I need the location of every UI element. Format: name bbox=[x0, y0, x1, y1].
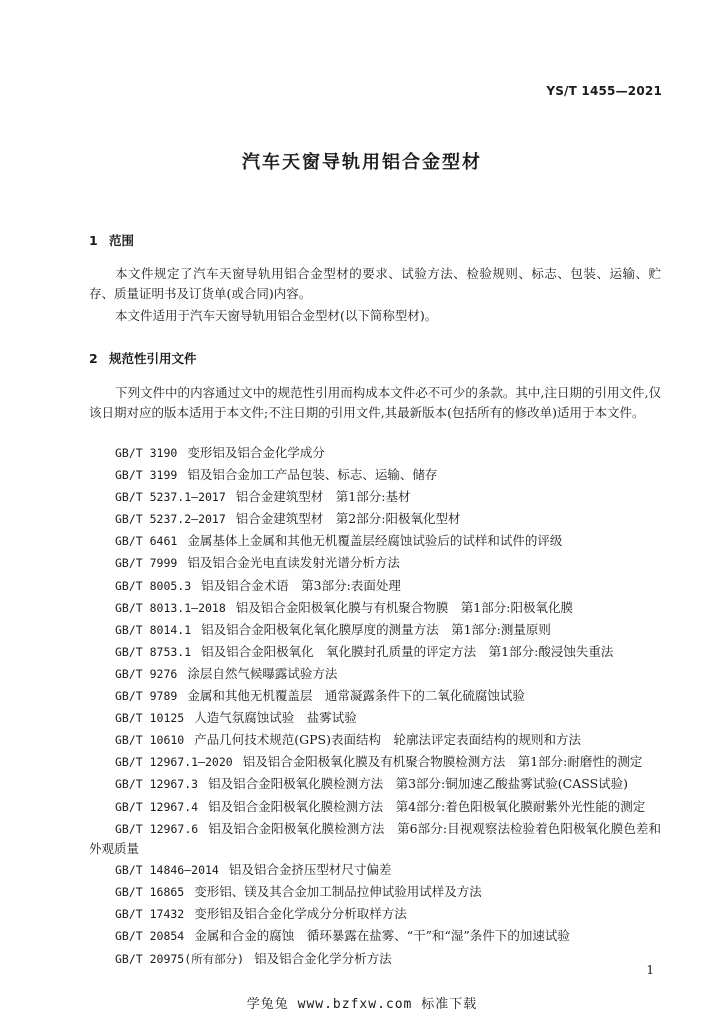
reference-title: 铝及铝合金阳极氧化 氧化膜封孔质量的评定方法 第1部分:酸浸蚀失重法 bbox=[201, 643, 614, 659]
section-number: 1 bbox=[89, 233, 98, 248]
reference-item bbox=[0, 642, 661, 663]
reference-item bbox=[0, 576, 661, 597]
footer-watermark: 学兔兔 www.bzfxw.com 标准下载 bbox=[246, 997, 478, 1012]
reference-code: GB/T 10610 bbox=[115, 733, 185, 748]
reference-code: GB/T 20975(所有部分) bbox=[115, 951, 245, 966]
reference-code: GB/T 12967.3 bbox=[115, 777, 199, 792]
reference-code: GB/T 14846—2014 bbox=[115, 863, 219, 878]
reference-code: GB/T 8753.1 bbox=[115, 644, 192, 659]
reference-code: GB/T 8005.3 bbox=[115, 578, 192, 593]
reference-title: 铝及铝合金阳极氧化氧化膜厚度的测量方法 第1部分:测量原则 bbox=[201, 621, 551, 637]
reference-title: 铝及铝合金术语 第3部分:表面处理 bbox=[201, 577, 401, 593]
reference-code: GB/T 12967.6 bbox=[115, 821, 199, 836]
reference-item bbox=[0, 926, 661, 947]
document-title: 汽车天窗导轨用铝合金型材 bbox=[242, 152, 482, 173]
reference-item bbox=[0, 882, 661, 903]
section-1-paragraph-2: 本文件适用于汽车天窗导轨用铝合金型材(以下简称型材)。 bbox=[115, 308, 438, 323]
reference-title: 铝及铝合金阳极氧化膜检测方法 第3部分:铜加速乙酸盐雾试验(CASS试验) bbox=[208, 776, 629, 792]
reference-item bbox=[0, 752, 661, 773]
reference-code: GB/T 20854 bbox=[115, 929, 185, 944]
reference-code: GB/T 17432 bbox=[115, 907, 185, 922]
reference-item bbox=[0, 904, 661, 925]
reference-title: 人造气氛腐蚀试验 盐雾试验 bbox=[194, 710, 357, 726]
reference-title: 铝及铝合金阳极氧化膜及有机聚合物膜检测方法 第1部分:耐磨性的测定 bbox=[242, 754, 643, 770]
reference-title: 铝合金建筑型材 第1部分:基材 bbox=[235, 489, 411, 505]
reference-title: 变形铝及铝合金化学成分 bbox=[187, 445, 325, 460]
reference-title: 铝合金建筑型材 第2部分:阳极氧化型材 bbox=[235, 511, 461, 527]
reference-title: 铝及铝合金阳极氧化膜检测方法 第6部分:目视观察法检验着色阳极氧化膜色差和外观质量 bbox=[89, 820, 661, 857]
reference-code: GB/T 5237.2—2017 bbox=[115, 512, 226, 527]
reference-item bbox=[0, 598, 661, 619]
reference-title: 铝及铝合金挤压型材尺寸偏差 bbox=[228, 862, 392, 878]
reference-item bbox=[0, 487, 661, 508]
reference-code: GB/T 7999 bbox=[115, 556, 178, 571]
reference-item bbox=[0, 860, 661, 881]
reference-title: 铝及铝合金化学分析方法 bbox=[254, 950, 392, 966]
section-title: 范围 bbox=[109, 233, 135, 248]
reference-code: GB/T 10125 bbox=[115, 711, 185, 726]
reference-item bbox=[0, 553, 661, 574]
reference-title: 变形铝及铝合金化学成分分析取样方法 bbox=[194, 906, 407, 922]
section-2-paragraph-1: 下列文件中的内容通过文中的规范性引用而构成本文件必不可少的条款。其中,注日期的引用文件,仅该日期对应的版本适用于本文件;不注日期的引用文件,其最新版本(包括所有的修改单)适用于本文件。 bbox=[89, 385, 661, 420]
reference-title: 变形铝、镁及其合金加工制品拉伸试验用试样及方法 bbox=[194, 884, 482, 900]
reference-code: GB/T 8014.1 bbox=[115, 622, 192, 637]
reference-title: 涂层自然气候曝露试验方法 bbox=[187, 665, 338, 681]
page-number: 1 bbox=[646, 963, 654, 977]
section-1-paragraph-1: 本文件规定了汽车天窗导轨用铝合金型材的要求、试验方法、检验规则、标志、包装、运输、贮存、质量证明书及订货单(或合同)内容。 bbox=[89, 266, 661, 301]
reference-title: 铝及铝合金阳极氧化膜检测方法 第4部分:着色阳极氧化膜耐紫外光性能的测定 bbox=[208, 798, 646, 814]
reference-title: 金属基体上金属和其他无机覆盖层经腐蚀试验后的试样和试件的评级 bbox=[187, 533, 563, 549]
reference-item bbox=[0, 774, 661, 795]
reference-code: GB/T 9276 bbox=[115, 666, 178, 681]
section-2-heading bbox=[89, 349, 197, 367]
reference-code: GB/T 16865 bbox=[115, 885, 185, 900]
reference-code: GB/T 6461 bbox=[115, 534, 178, 549]
reference-item bbox=[0, 708, 661, 729]
reference-title: 金属和其他无机覆盖层 通常凝露条件下的二氧化硫腐蚀试验 bbox=[187, 688, 525, 704]
reference-code: GB/T 12967.4 bbox=[115, 799, 199, 814]
reference-list bbox=[0, 443, 724, 971]
reference-item bbox=[0, 819, 661, 859]
reference-title: 铝及铝合金光电直读发射光谱分析方法 bbox=[187, 555, 400, 571]
standard-code: YS/T 1455—2021 bbox=[546, 84, 662, 98]
reference-title: 金属和合金的腐蚀 循环暴露在盐雾、“干”和“湿”条件下的加速试验 bbox=[194, 928, 570, 944]
reference-item bbox=[0, 664, 661, 685]
reference-item bbox=[0, 620, 661, 641]
section-number: 2 bbox=[89, 351, 98, 366]
reference-title: 产品几何技术规范(GPS)表面结构 轮廓法评定表面结构的规则和方法 bbox=[194, 732, 581, 748]
reference-code: GB/T 3199 bbox=[115, 468, 178, 483]
reference-item bbox=[0, 949, 661, 970]
reference-item bbox=[0, 531, 661, 552]
section-1-heading bbox=[89, 231, 134, 249]
reference-title: 铝及铝合金加工产品包装、标志、运输、储存 bbox=[187, 467, 438, 483]
reference-item bbox=[0, 797, 661, 818]
reference-item bbox=[0, 730, 661, 751]
reference-item bbox=[0, 465, 661, 486]
reference-title: 铝及铝合金阳极氧化膜与有机聚合物膜 第1部分:阳极氧化膜 bbox=[235, 599, 573, 615]
reference-code: GB/T 5237.1—2017 bbox=[115, 490, 226, 505]
reference-item bbox=[0, 686, 661, 707]
reference-item bbox=[0, 509, 661, 530]
reference-code: GB/T 8013.1—2018 bbox=[115, 600, 226, 615]
reference-code: GB/T 9789 bbox=[115, 689, 178, 704]
section-title: 规范性引用文件 bbox=[109, 351, 197, 366]
reference-code: GB/T 3190 bbox=[115, 446, 178, 460]
reference-code: GB/T 12967.1—2020 bbox=[115, 755, 233, 770]
reference-item bbox=[0, 443, 661, 464]
